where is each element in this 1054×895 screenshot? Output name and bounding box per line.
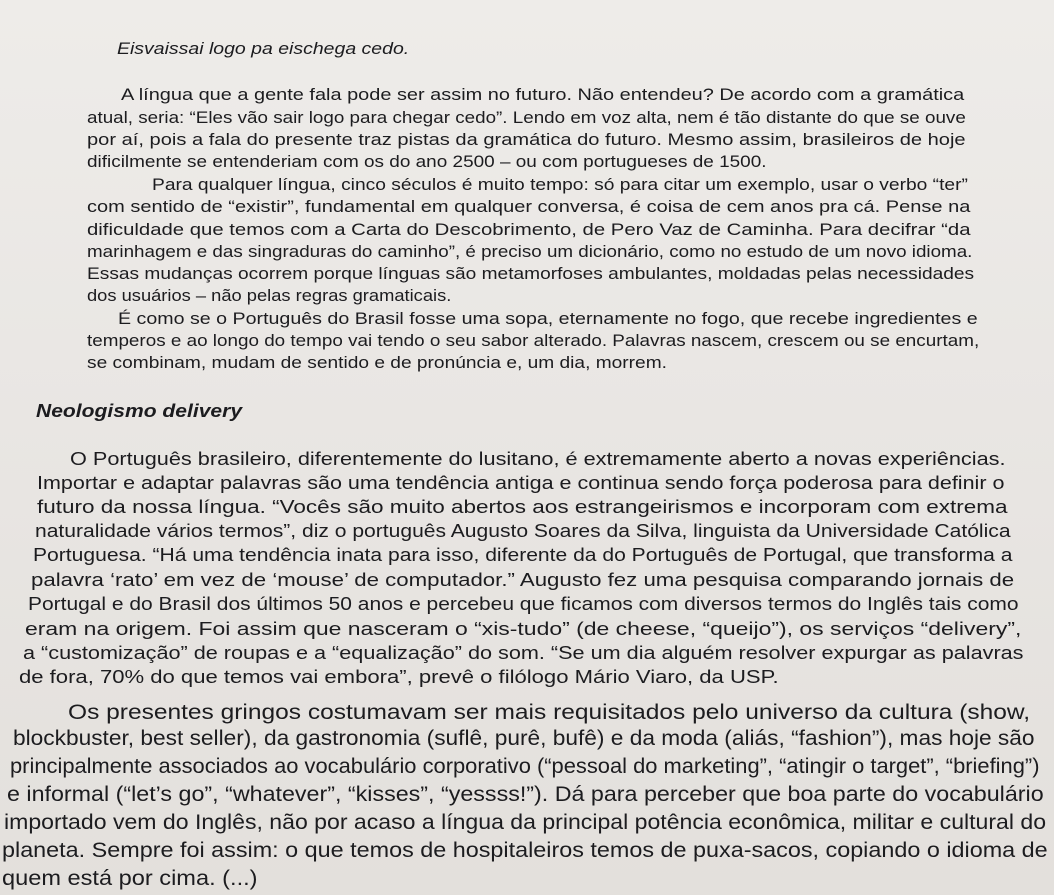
s2-p2-line-1: Os presentes gringos costumavam ser mais requisitados pelo universo da cultura (show,: [68, 701, 1031, 724]
s2-p2-line-4: e informal (“let’s go”, “whatever”, “kisses”, “yessss!”). Dá para perceber que boa parte do vocabulário: [7, 783, 1044, 806]
s1-p3-line-2: temperos e ao longo do tempo vai tendo o seu sabor alterado. Palavras nascem, crescem ou se encurtam,: [87, 331, 980, 350]
s2-p2-line-5: importado vem do Inglês, não por acaso a língua da principal potência econômica, militar e cultural do: [4, 811, 1047, 834]
s2-p1-line-2: Importar e adaptar palavras são uma tendência antiga e continua sendo força poderosa para definir o: [37, 473, 1005, 493]
s2-p1-line-8: eram na origem. Foi assim que nasceram o “xis-tudo” (de cheese, “queijo”), os serviços “delivery”,: [25, 619, 1022, 639]
s2-p1-line-1: O Português brasileiro, diferentemente do lusitano, é extremamente aberto a novas experiências.: [70, 449, 1006, 469]
intro-title: Eisvaissai logo pa eischega cedo.: [117, 39, 410, 58]
s2-p2-line-6: planeta. Sempre foi assim: o que temos de hospitaleiros temos de puxa-sacos, copiando o idioma de: [2, 839, 1048, 862]
s2-p1-line-4: naturalidade vários termos”, diz o português Augusto Soares da Silva, linguista da Universidade Católica: [35, 521, 1011, 541]
s2-p1-line-7: Portugal e do Brasil dos últimos 50 anos e percebeu que ficamos com diversos termos do Inglês tais como: [28, 594, 1019, 614]
s2-p2-line-3: principalmente associados ao vocabulário corporativo (“pessoal do marketing”, “atingir o target”, “briefing”): [10, 755, 1040, 778]
s1-p1-line-4: dificilmente se entenderiam com os do ano 2500 – ou com portugueses de 1500.: [87, 152, 767, 171]
s1-p2-line-1: Para qualquer língua, cinco séculos é muito tempo: só para citar um exemplo, usar o verbo “ter”: [152, 175, 968, 194]
s2-p2-line-7: quem está por cima. (...): [2, 867, 258, 890]
s1-p2-line-3: dificuldade que temos com a Carta do Descobrimento, de Pero Vaz de Caminha. Para decifrar “da: [87, 220, 971, 239]
s1-p2-line-6: dos usuários – não pelas regras gramaticais.: [87, 286, 452, 305]
s2-p2-line-2: blockbuster, best seller), da gastronomia (suflê, purê, bufê) e da moda (aliás, “fashion”), mas hoje são: [13, 727, 1035, 750]
s1-p1-line-3: por aí, pois a fala do presente traz pistas da gramática do futuro. Mesmo assim, brasileiros de hoje: [87, 130, 966, 149]
s2-p1-line-5: Portuguesa. “Há uma tendência inata para isso, diferente da do Português de Portugal, que transforma a: [33, 545, 1013, 565]
s1-p3-line-3: se combinam, mudam de sentido e de pronúncia e, um dia, morrem.: [87, 353, 667, 372]
s2-p1-line-6: palavra ‘rato’ em vez de ‘mouse’ de computador.” Augusto fez uma pesquisa comparando jornais de: [31, 570, 1015, 590]
section-heading: Neologismo delivery: [36, 401, 243, 421]
s2-p1-line-3: futuro da nossa língua. “Vocês são muito abertos aos estrangeirismos e incorporam com extrema: [37, 497, 1008, 517]
s1-p1-line-2: atual, seria: “Eles vão sair logo para chegar cedo”. Lendo em voz alta, nem é tão distante do que se ouve: [87, 108, 966, 127]
s1-p2-line-5: Essas mudanças ocorrem porque línguas são metamorfoses ambulantes, moldadas pelas necessidades: [87, 264, 975, 283]
s1-p2-line-4: marinhagem e das singraduras do caminho”, é preciso um dicionário, como no estudo de um novo idioma.: [87, 242, 973, 261]
s1-p1-line-1: A língua que a gente fala pode ser assim no futuro. Não entendeu? De acordo com a gramática: [121, 85, 965, 104]
s1-p3-line-1: É como se o Português do Brasil fosse uma sopa, eternamente no fogo, que recebe ingredientes e: [118, 309, 978, 328]
s2-p1-line-10: de fora, 70% do que temos vai embora”, prevê o filólogo Mário Viaro, da USP.: [19, 667, 779, 687]
s1-p2-line-2: com sentido de “existir”, fundamental em qualquer conversa, é coisa de cem anos pra cá. Pense na: [87, 197, 971, 216]
s2-p1-line-9: a “customização” de roupas e a “equalização” do som. “Se um dia alguém resolver expurgar as palavras: [23, 643, 1024, 663]
